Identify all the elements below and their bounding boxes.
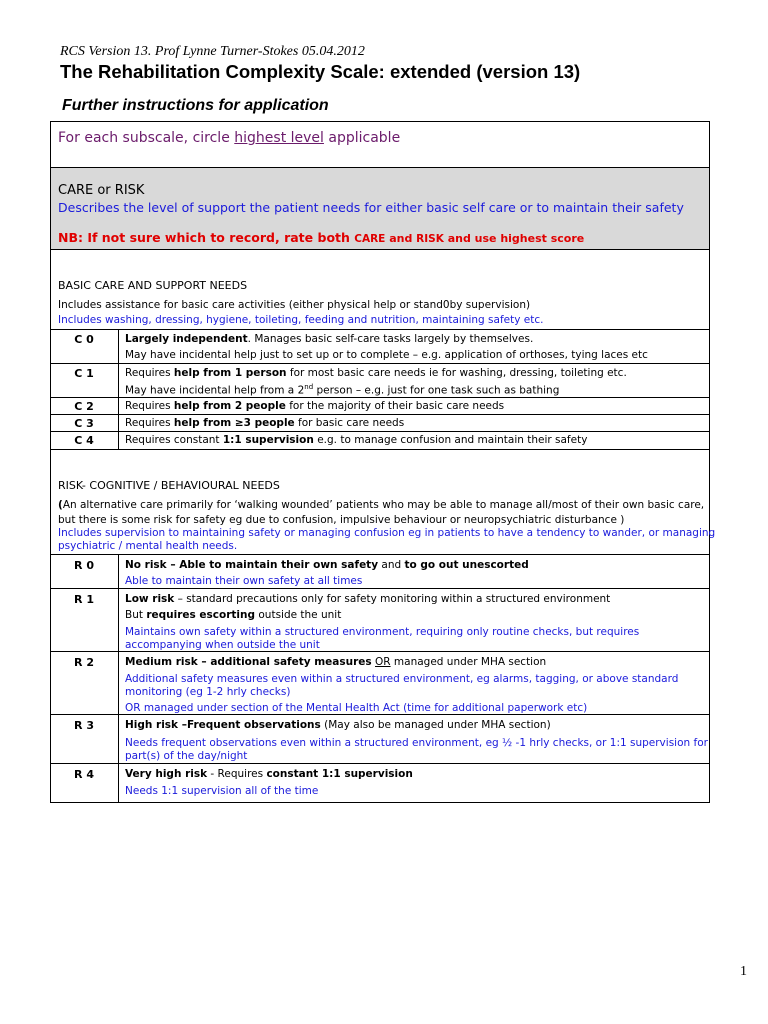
row-text-2: May have incidental help just to set up or to complete – e.g. application of orthoses, tying laces etc <box>125 349 648 361</box>
table-row <box>51 431 709 450</box>
page-number: 1 <box>740 964 747 979</box>
table-row <box>51 714 709 764</box>
row-code: R 3 <box>74 719 94 732</box>
risk-intro-blue-1: Includes supervision to maintaining safety or managing confusion eg in patients to have a tendency to wander, or managing <box>58 527 716 539</box>
row-text: Largely independent. Manages basic self-care tasks largely by themselves. <box>125 333 534 345</box>
row-code: R 2 <box>74 656 94 669</box>
table-row <box>51 763 709 802</box>
instruction-text: For each subscale, circle highest level applicable <box>58 130 401 146</box>
document-subtitle: Further instructions for application <box>62 97 329 114</box>
instructions-table <box>50 121 716 803</box>
row-text-blue: part(s) of the day/night <box>125 750 248 762</box>
basic-care-intro-blue: Includes washing, dressing, hygiene, toileting, feeding and nutrition, maintaining safety etc. <box>58 314 544 326</box>
table-row <box>51 329 709 364</box>
risk-intro-blue-2: psychiatric / mental health needs. <box>58 540 238 552</box>
row-text-blue: accompanying when outside the unit <box>125 639 320 651</box>
risk-intro-1: (An alternative care primarily for ‘walking wounded’ patients who may be able to manage all/most of their own basic care, <box>58 499 705 511</box>
row-text: Medium risk – additional safety measures OR managed under MHA section <box>125 656 547 668</box>
care-or-risk-note: NB: If not sure which to record, rate both CARE and RISK and use highest score <box>58 230 585 245</box>
care-or-risk-description: Describes the level of support the patient needs for either basic self care or to maintain their safety <box>58 200 684 215</box>
row-text-blue: Needs frequent observations even within a structured environment, eg ½ -1 hrly checks, or 1:1 supervision for <box>125 737 708 749</box>
table-row <box>51 363 709 398</box>
document-title: The Rehabilitation Complexity Scale: extended (version 13) <box>60 61 581 82</box>
table-row <box>51 397 709 415</box>
risk-intro-2: but there is some risk for safety eg due to confusion, impulsive behaviour or neuropsychiatric disturbance ) <box>58 514 625 526</box>
row-code: C 1 <box>74 367 94 380</box>
row-text: Very high risk - Requires constant 1:1 supervision <box>125 768 413 780</box>
care-or-risk-section <box>51 168 709 250</box>
row-code: C 4 <box>74 434 94 447</box>
care-or-risk-heading: CARE or RISK <box>58 183 145 198</box>
instruction-row <box>51 122 709 168</box>
row-text-blue: Able to maintain their own safety at all times <box>125 575 363 587</box>
row-text-blue: Additional safety measures even within a structured environment, eg alarms, tagging, or above standard <box>125 673 679 685</box>
row-code: C 3 <box>74 417 94 430</box>
table-row <box>51 414 709 432</box>
row-text: Requires help from ≥3 people for basic care needs <box>125 417 405 429</box>
row-text-2: But requires escorting outside the unit <box>125 609 342 621</box>
row-text-blue: Needs 1:1 supervision all of the time <box>125 785 319 797</box>
row-text-blue: monitoring (eg 1-2 hrly checks) <box>125 686 291 698</box>
row-text: No risk – Able to maintain their own safety and to go out unescorted <box>125 559 529 571</box>
row-code: C 2 <box>74 400 94 413</box>
basic-care-intro: Includes assistance for basic care activities (either physical help or stand0by supervision) <box>58 299 531 311</box>
row-text-2: May have incidental help from a 2nd person – e.g. just for one task such as bathing <box>125 383 560 397</box>
row-code: C 0 <box>74 333 94 346</box>
row-code: R 0 <box>74 559 94 572</box>
row-text: Low risk – standard precautions only for safety monitoring within a structured environment <box>125 593 611 605</box>
basic-care-heading: BASIC CARE AND SUPPORT NEEDS <box>58 279 248 292</box>
row-text-blue: OR managed under section of the Mental Health Act (time for additional paperwork etc) <box>125 702 588 714</box>
version-line: RCS Version 13. Prof Lynne Turner-Stokes 05.04.2012 <box>60 44 365 59</box>
row-text: High risk –Frequent observations (May also be managed under MHA section) <box>125 719 551 731</box>
table-row <box>51 651 709 715</box>
row-text: Requires help from 2 people for the majority of their basic care needs <box>125 400 505 412</box>
row-text-blue: Maintains own safety within a structured environment, requiring only routine checks, but requires <box>125 626 640 638</box>
table-row <box>51 554 709 589</box>
table-row <box>51 588 709 652</box>
risk-heading: RISK- COGNITIVE / BEHAVIOURAL NEEDS <box>58 479 280 492</box>
row-text: Requires constant 1:1 supervision e.g. to manage confusion and maintain their safety <box>125 434 588 446</box>
row-code: R 4 <box>74 768 94 781</box>
row-code: R 1 <box>74 593 94 606</box>
row-text: Requires help from 1 person for most basic care needs ie for washing, dressing, toileting etc. <box>125 367 627 379</box>
